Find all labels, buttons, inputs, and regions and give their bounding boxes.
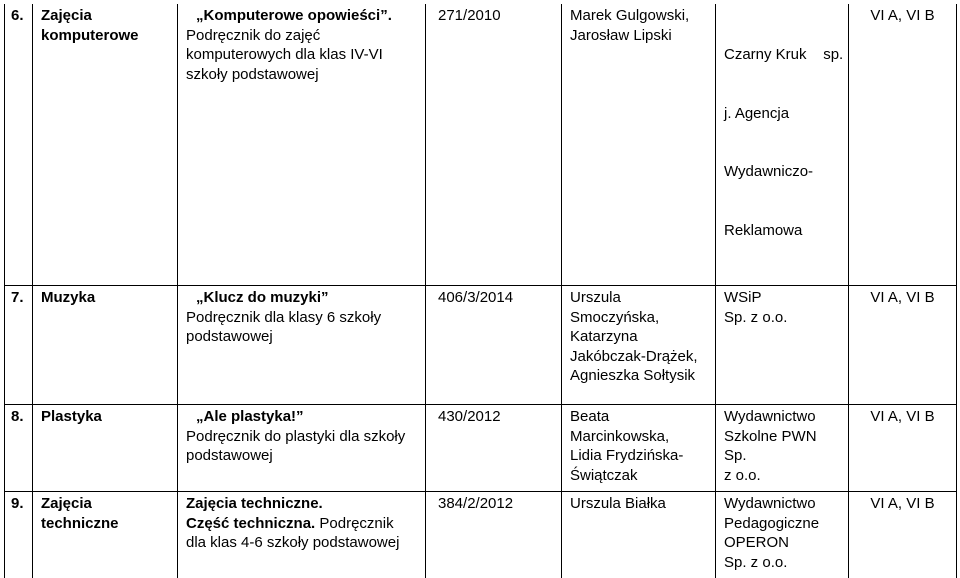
authors-cell — [562, 492, 716, 578]
publisher-line: WSiP — [724, 288, 840, 308]
author-line: Urszula Białka — [570, 494, 707, 514]
publisher-line: Wydawniczo- — [724, 162, 840, 182]
textbook-description-text: Podręcznik dla klas 4-6 szkoły podstawowej — [186, 515, 399, 552]
authors-cell — [562, 286, 716, 405]
textbook-title: „Klucz do muzyki” — [186, 288, 417, 308]
publisher-line: Wydawnictwo — [724, 494, 840, 514]
author-line: Jakóbczak-Drążek, — [570, 347, 707, 367]
textbook-description: Podręcznik dla klasy 6 szkoły podstawowej — [186, 308, 417, 347]
approval-number: 430/2012 — [426, 405, 562, 492]
author-line: Lidia Frydzińska- — [570, 446, 707, 466]
authors-cell — [562, 4, 716, 286]
subject-cell: Zajęcia techniczne — [33, 492, 178, 578]
row-number: 9. — [5, 492, 33, 578]
textbook-table — [4, 4, 957, 578]
publisher-line: Szkolne PWN Sp. — [724, 427, 840, 466]
textbook-title: „Ale plastyka!” — [186, 407, 417, 427]
textbook-description — [186, 514, 417, 553]
textbook-title: „Komputerowe opowieści”. — [186, 6, 417, 26]
author-line: Beata Marcinkowska, — [570, 407, 707, 446]
table-row — [5, 492, 957, 578]
subject-cell: Plastyka — [33, 405, 178, 492]
authors-cell — [562, 405, 716, 492]
publisher-line: Czarny Kruk sp. — [724, 45, 840, 65]
author-line: Smoczyńska, — [570, 308, 707, 328]
author-line: Agnieszka Sołtysik — [570, 366, 707, 386]
approval-number: 406/3/2014 — [426, 286, 562, 405]
textbook-part: Część techniczna. — [186, 515, 315, 532]
publisher-line: Pedagogiczne — [724, 514, 840, 534]
subject-cell: Muzyka — [33, 286, 178, 405]
table-row — [5, 4, 957, 286]
author-line: Marek Gulgowski, — [570, 6, 707, 26]
publisher-line: z o.o. — [724, 466, 840, 486]
table-row — [5, 405, 957, 492]
publisher-line: Sp. z o.o. — [724, 308, 840, 328]
textbook-description: Podręcznik do plastyki dla szkoły podstawowej — [186, 427, 417, 466]
classes-cell: VI A, VI B — [849, 492, 957, 578]
table-row — [5, 286, 957, 405]
publisher-line: Sp. z o.o. — [724, 553, 840, 573]
classes-cell: VI A, VI B — [849, 286, 957, 405]
publisher-line: j. Agencja — [724, 104, 840, 124]
approval-number: 271/2010 — [426, 4, 562, 286]
author-line: Jarosław Lipski — [570, 26, 707, 46]
publisher-cell — [716, 4, 849, 286]
publisher-cell — [716, 405, 849, 492]
textbook-cell — [178, 405, 426, 492]
textbook-description: Podręcznik do zajęć komputerowych dla klas IV-VI szkoły podstawowej — [186, 26, 417, 85]
publisher-cell — [716, 492, 849, 578]
author-line: Świątczak — [570, 466, 707, 486]
author-line: Urszula — [570, 288, 707, 308]
row-number: 8. — [5, 405, 33, 492]
row-number: 7. — [5, 286, 33, 405]
classes-cell: VI A, VI B — [849, 4, 957, 286]
publisher-line: OPERON — [724, 533, 840, 553]
textbook-cell — [178, 286, 426, 405]
textbook-cell — [178, 4, 426, 286]
textbook-title: Zajęcia techniczne. — [186, 494, 417, 514]
approval-number: 384/2/2012 — [426, 492, 562, 578]
textbook-cell — [178, 492, 426, 578]
classes-cell: VI A, VI B — [849, 405, 957, 492]
publisher-cell — [716, 286, 849, 405]
author-line: Katarzyna — [570, 327, 707, 347]
subject-cell: Zajęcia komputerowe — [33, 4, 178, 286]
publisher-line: Wydawnictwo — [724, 407, 840, 427]
row-number: 6. — [5, 4, 33, 286]
publisher-line: Reklamowa — [724, 221, 840, 241]
